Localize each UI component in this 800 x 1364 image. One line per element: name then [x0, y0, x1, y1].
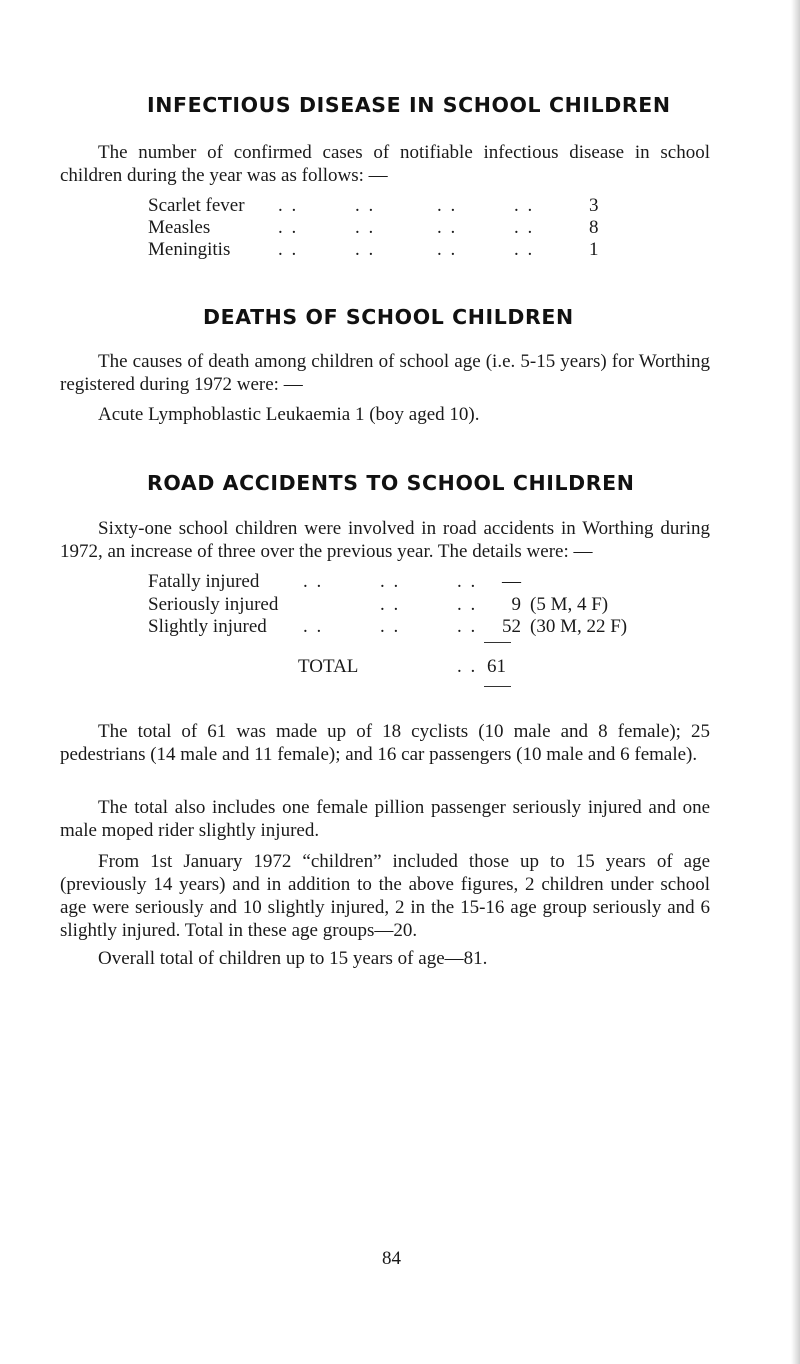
deaths-intro: The causes of death among children of school age (i.e. 5-15 years) for Worthing registered during 1972 were: —	[60, 351, 710, 395]
disease-row	[148, 216, 608, 239]
disease-name: Meningitis	[148, 239, 231, 260]
road-accidents-age-note: From 1st January 1972 “children” included those up to 15 years of age (previously 14 years) and in addition to the above figures, 2 children under school age were seriously and 10 slightly injured, 2 in the 15-16 age group seriously and 6 slightly injured. Total in these age groups—20.	[60, 851, 710, 941]
injury-count: 9	[511, 594, 521, 615]
road-accidents-breakdown: The total of 61 was made up of 18 cyclists (10 male and 8 female); 25 pedestrians (14 male and 11 female); and 16 car passengers (10 male and 6 female).	[60, 721, 710, 765]
case-count: 3	[589, 195, 599, 216]
leader-dots: . .	[303, 571, 324, 592]
case-count: 8	[589, 217, 599, 238]
leader-dots: . .	[380, 571, 401, 592]
injury-detail: (30 M, 22 F)	[530, 616, 628, 637]
leader-dots: . .	[303, 616, 324, 637]
disease-row	[148, 194, 608, 217]
injury-count: 52	[502, 616, 521, 637]
injury-row	[148, 615, 668, 638]
leader-dots: . .	[457, 594, 478, 615]
deaths-heading: DEATHS OF SCHOOL CHILDREN	[203, 305, 574, 329]
leader-dots: . .	[278, 195, 299, 216]
leader-dots: . .	[380, 594, 401, 615]
total-label: TOTAL	[298, 656, 359, 677]
total-rule-top	[484, 642, 511, 643]
leader-dots: . .	[457, 571, 478, 592]
road-accidents-overall-total: Overall total of children up to 15 years of age—81.	[98, 948, 488, 969]
leader-dots: . .	[355, 195, 376, 216]
page-edge-shadow	[791, 0, 800, 1364]
disease-name: Measles	[148, 217, 211, 238]
leader-dots: . .	[278, 239, 299, 260]
infectious-disease-intro: The number of confirmed cases of notifiable infectious disease in school children during the year was as follows: —	[60, 142, 710, 186]
leader-dots: . .	[457, 656, 478, 677]
leader-dots: . .	[514, 239, 535, 260]
injury-label: Fatally injured	[148, 571, 260, 592]
road-accidents-heading: ROAD ACCIDENTS TO SCHOOL CHILDREN	[147, 471, 635, 495]
leader-dots: . .	[514, 195, 535, 216]
leader-dots: . .	[355, 217, 376, 238]
leader-dots: . .	[355, 239, 376, 260]
injury-row	[148, 570, 668, 593]
injury-label: Seriously injured	[148, 594, 279, 615]
disease-row	[148, 238, 608, 261]
leader-dots: . .	[437, 217, 458, 238]
road-accidents-intro: Sixty-one school children were involved in road accidents in Worthing during 1972, an increase of three over the previous year. The details were: —	[60, 518, 710, 562]
infectious-disease-heading: INFECTIOUS DISEASE IN SCHOOL CHILDREN	[147, 93, 671, 117]
injury-label: Slightly injured	[148, 616, 267, 637]
leader-dots: . .	[457, 616, 478, 637]
leader-dots: . .	[437, 239, 458, 260]
injury-row	[148, 593, 668, 616]
disease-name: Scarlet fever	[148, 195, 245, 216]
road-accidents-additional: The total also includes one female pillion passenger seriously injured and one male moped rider slightly injured.	[60, 797, 710, 841]
total-row	[298, 655, 598, 678]
case-count: 1	[589, 239, 599, 260]
injury-detail: (5 M, 4 F)	[530, 594, 609, 615]
page-number: 84	[382, 1248, 401, 1269]
injury-count: —	[502, 571, 521, 592]
leader-dots: . .	[278, 217, 299, 238]
death-cause: Acute Lymphoblastic Leukaemia 1 (boy aged 10).	[98, 404, 480, 425]
total-rule-bottom	[484, 686, 511, 687]
leader-dots: . .	[437, 195, 458, 216]
total-value: 61	[487, 656, 506, 677]
leader-dots: . .	[514, 217, 535, 238]
leader-dots: . .	[380, 616, 401, 637]
